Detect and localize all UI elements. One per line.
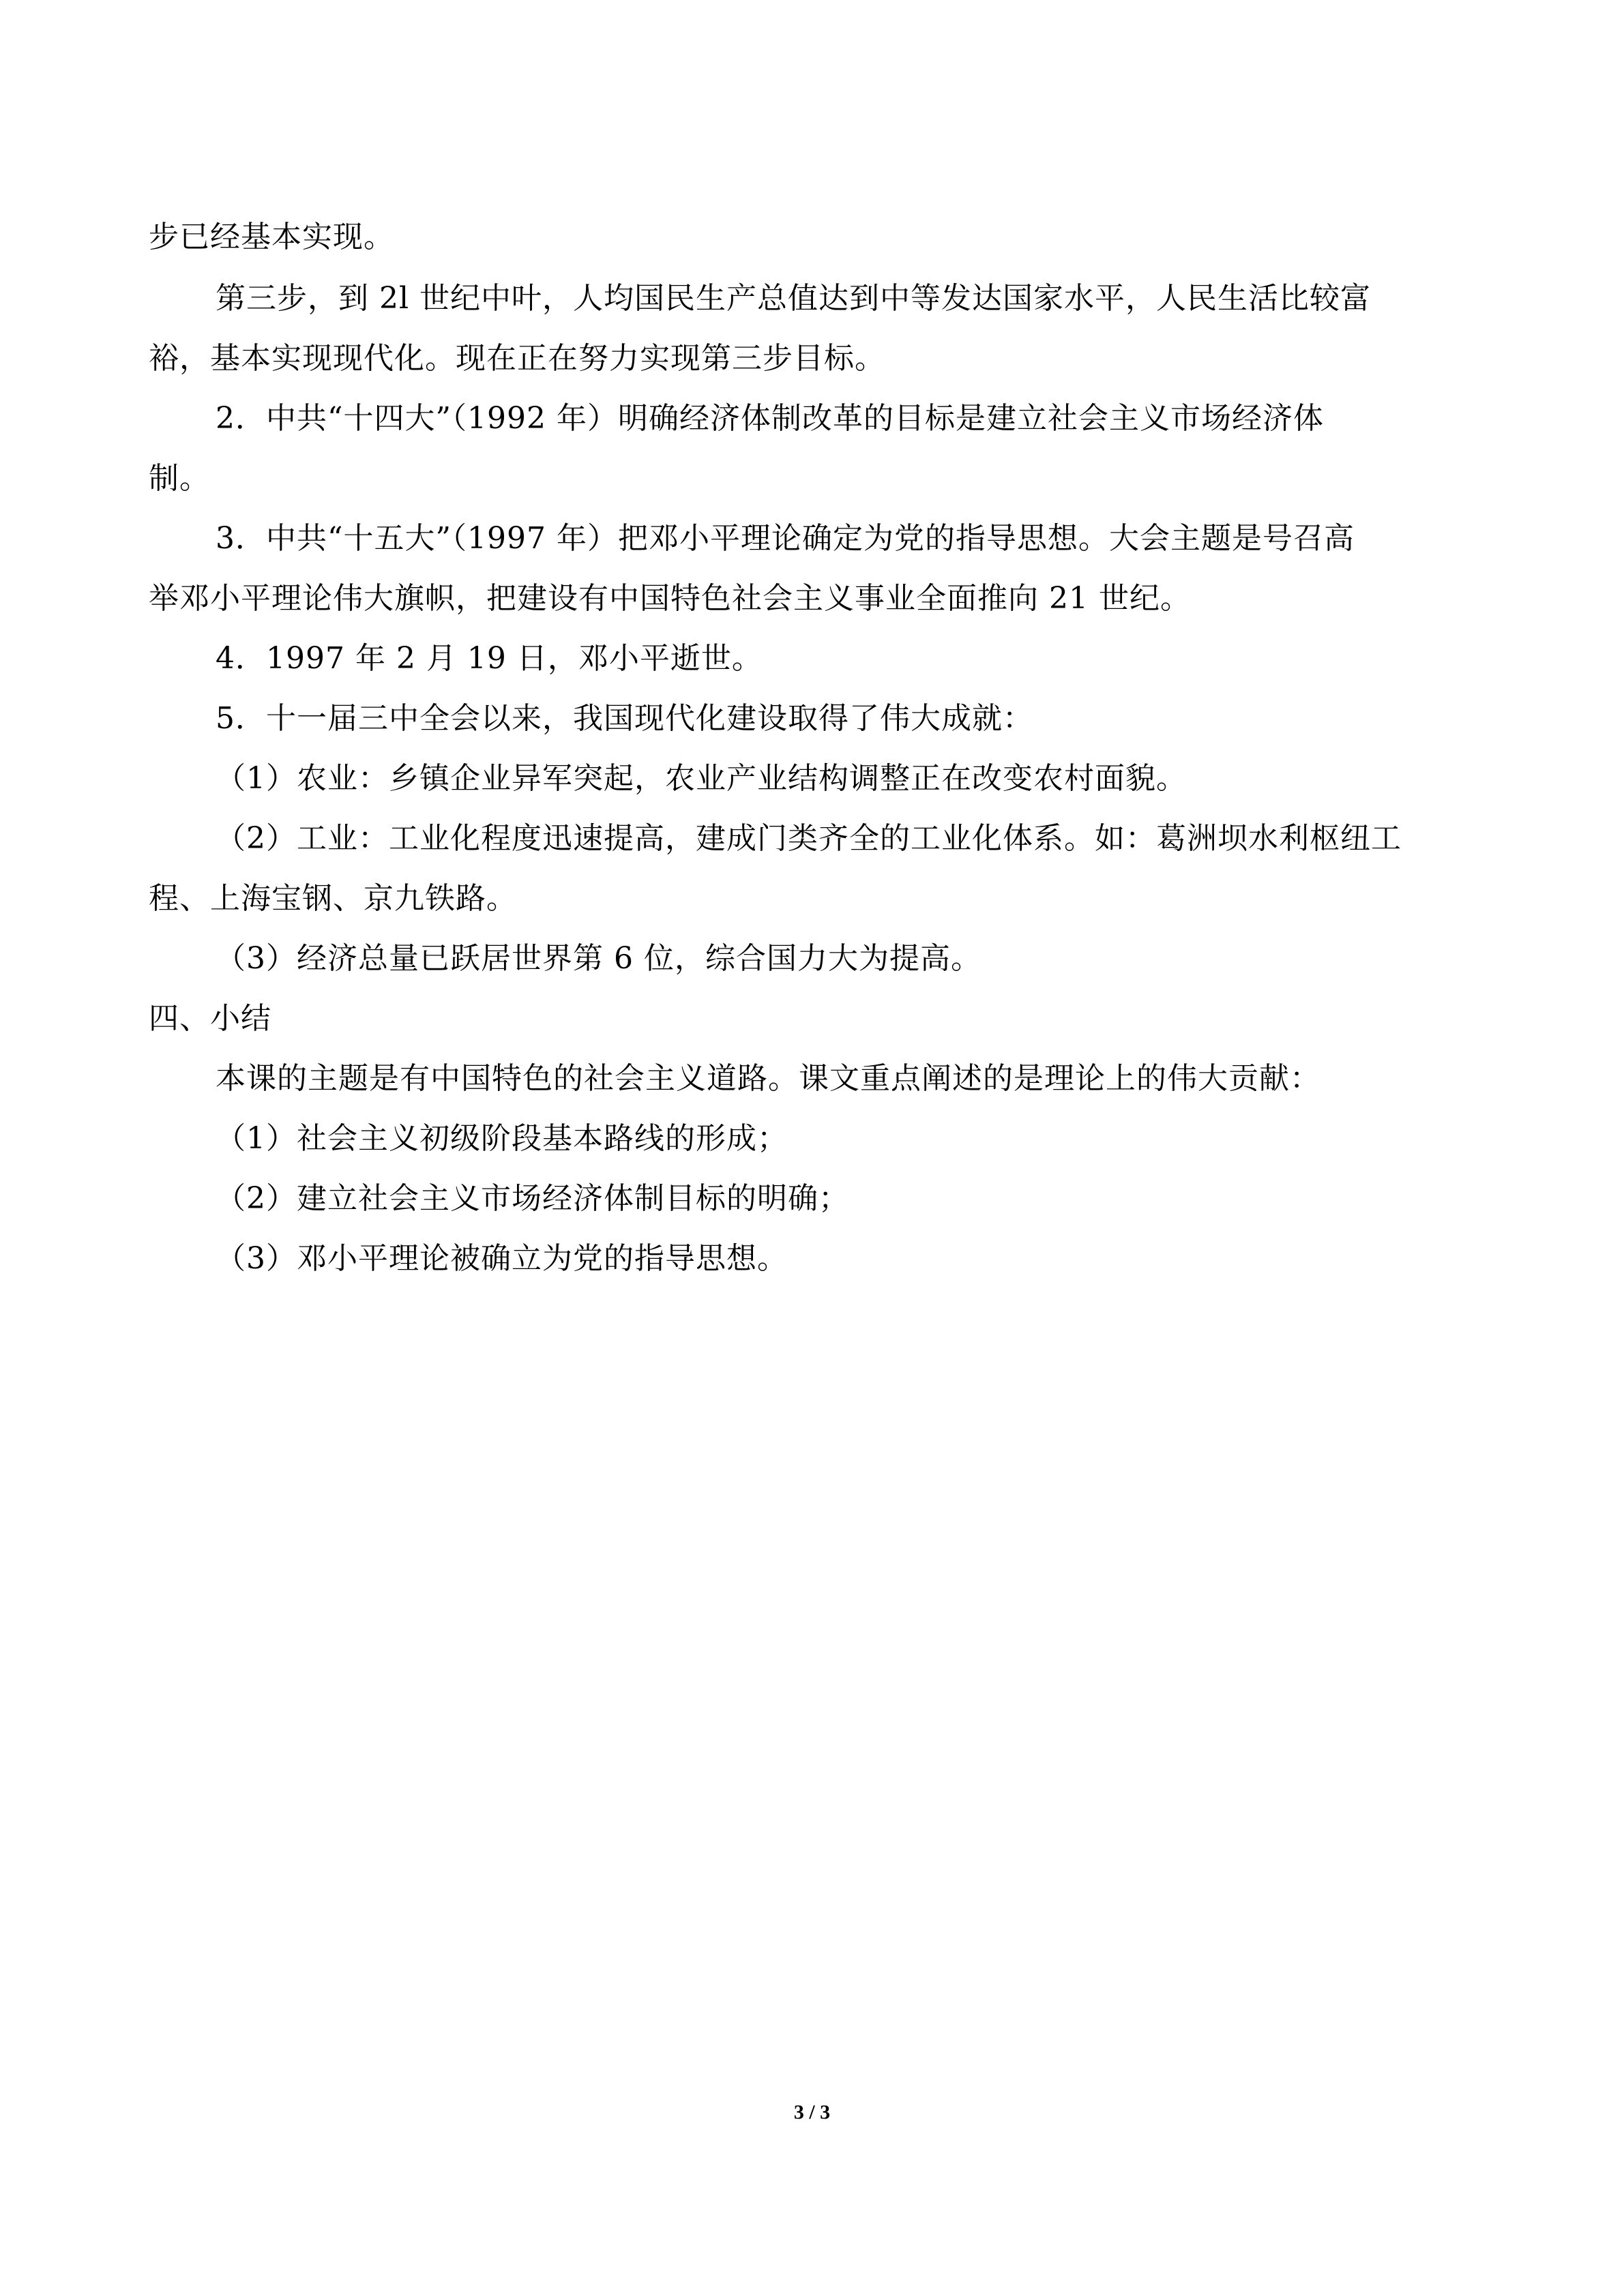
- text-line: 裕，基本实现现代化。现在正在努力实现第三步目标。: [149, 341, 885, 376]
- text-line: 步已经基本实现。: [149, 220, 394, 254]
- text-line: 本课的主题是有中国特色的社会主义道路。课文重点阐述的是理论上的伟大贡献：: [216, 1061, 1320, 1096]
- text-line: 第三步，到 2l 世纪中叶，人均国民生产总值达到中等发达国家水平，人民生活比较富: [216, 281, 1372, 316]
- text-line: 制。: [149, 461, 210, 496]
- text-line: 2．中共“十四大”（1992 年）明确经济体制改革的目标是建立社会主义市场经济体: [216, 401, 1324, 436]
- section-heading: 四、小结: [149, 1001, 271, 1036]
- text-line: （3）邓小平理论被确立为党的指导思想。: [216, 1241, 788, 1276]
- text-line: 4．1997 年 2 月 19 日，邓小平逝世。: [216, 641, 763, 676]
- text-line: 5．十一届三中全会以来，我国现代化建设取得了伟大成就：: [216, 701, 1033, 736]
- text-line: 程、上海宝钢、京九铁路。: [149, 881, 517, 916]
- page-number: 3 / 3: [793, 2101, 831, 2123]
- text-line: （1）农业：乡镇企业异军突起，农业产业结构调整正在改变农村面貌。: [216, 761, 1187, 796]
- text-line: （3）经济总量已跃居世界第 6 位，综合国力大为提高。: [216, 941, 981, 976]
- text-line: 举邓小平理论伟大旗帜，把建设有中国特色社会主义事业全面推向 21 世纪。: [149, 581, 1191, 616]
- text-line: （2）工业：工业化程度迅速提高，建成门类齐全的工业化体系。如：葛洲坝水利枢纽工: [216, 821, 1402, 856]
- text-line: 3．中共“十五大”（1997 年）把邓小平理论确定为党的指导思想。大会主题是号召高: [216, 521, 1355, 556]
- text-line: （1）社会主义初级阶段基本路线的形成；: [216, 1121, 788, 1156]
- text-line: （2）建立社会主义市场经济体制目标的明确；: [216, 1181, 849, 1216]
